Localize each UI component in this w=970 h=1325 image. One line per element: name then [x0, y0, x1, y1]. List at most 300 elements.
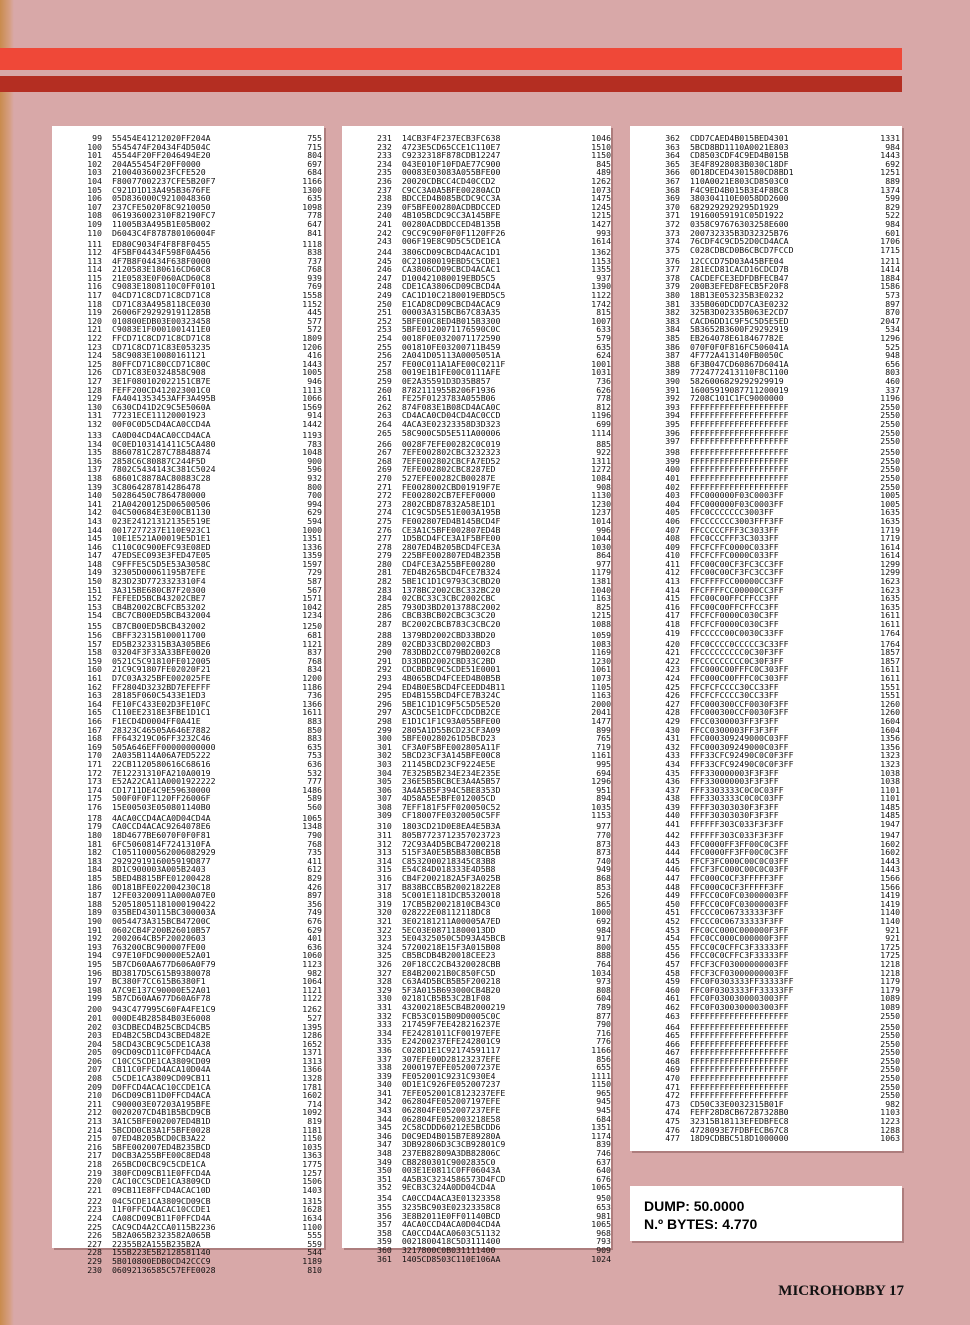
- line-number: 340: [377, 1079, 392, 1090]
- checksum: 1101: [880, 793, 900, 804]
- checksum: 594: [307, 515, 322, 526]
- hex-data: BC2002CBCB783C3CBC20: [401, 619, 501, 630]
- checksum: 993: [596, 227, 611, 238]
- checksum: 647: [307, 218, 322, 229]
- hex-data: CA0D04CD4ACA0CCD4ACA: [112, 429, 211, 440]
- checksum: 1065: [591, 1182, 611, 1193]
- hex-data: E84B20021B0C850FC5D: [401, 967, 496, 978]
- hex-data: 32305D00061195B7EFE: [112, 567, 206, 578]
- checksum: 894: [596, 793, 611, 804]
- hex-data: CB7CB00ED5BCB432002: [112, 621, 206, 632]
- listing-row: [636, 1134, 902, 1143]
- hex-data: 21A04200125D06500506: [112, 498, 211, 509]
- hex-data: 02CBD33CBD2002CBD3: [401, 638, 491, 649]
- checksum: 573: [885, 290, 900, 301]
- checksum: 1506: [302, 1176, 322, 1187]
- checksum: 897: [885, 298, 900, 309]
- line-number: 149: [87, 567, 102, 578]
- hex-data: 07ED4B205BCD0CB3A22: [112, 1133, 206, 1144]
- line-number: 448: [665, 881, 680, 892]
- checksum: 1623: [880, 584, 900, 595]
- hex-data: 5BCD23CF3A145BFE00C8: [401, 750, 501, 761]
- checksum: 1196: [591, 410, 611, 421]
- hex-data: 204A55454F20FF0000: [112, 158, 201, 169]
- hex-data: 0F5BFE00280ACDBDCCED: [401, 201, 501, 212]
- checksum: 1031: [591, 367, 611, 378]
- checksum: 596: [307, 464, 322, 475]
- hex-data: 6FC5060814F7241310FA: [112, 838, 211, 849]
- line-number: 473: [665, 1098, 680, 1109]
- checksum: 1611: [880, 664, 900, 675]
- hex-data: 3DB92806D3C3CB92801C9: [401, 1139, 506, 1150]
- checksum: 684: [596, 1113, 611, 1124]
- hex-data: FFFFFFFFFFFFFFFFFFFF: [690, 418, 789, 429]
- checksum: 1635: [880, 507, 900, 518]
- hex-data: 4723E5CD65CCE1C110E7: [401, 141, 501, 152]
- line-number: 159: [87, 655, 102, 666]
- line-number: 215: [87, 1133, 102, 1144]
- hex-data: FFFFFFFFFFFFFFFFFFFF: [690, 1010, 789, 1021]
- checksum: 865: [596, 898, 611, 909]
- line-number: 392: [665, 393, 680, 404]
- checksum: 587: [307, 576, 322, 587]
- line-number: 286: [377, 610, 392, 621]
- hex-data: 200B3EFED8FECB5F20F8: [690, 281, 789, 292]
- magazine-name: MICROHOBBY: [778, 1283, 886, 1299]
- page-number: 17: [889, 1283, 904, 1299]
- checksum: 1150: [302, 1133, 322, 1144]
- checksum: 1566: [880, 873, 900, 884]
- line-number: 468: [665, 1055, 680, 1066]
- page-binding-edge: [0, 0, 14, 1325]
- checksum: 1313: [302, 1055, 322, 1066]
- hex-data: 003E1E0811C0FF06043A: [401, 1165, 501, 1176]
- line-number: 326: [377, 958, 392, 969]
- checksum: 837: [307, 647, 322, 658]
- listing-row: [58, 994, 324, 1003]
- checksum: 1611: [880, 672, 900, 683]
- line-number: 463: [665, 1010, 680, 1021]
- hex-data: CE3A1C5BFE002807ED4B: [401, 524, 501, 535]
- hex-data: 5BE1C1D1C9F5C5D5E520: [401, 698, 501, 709]
- checksum: 2550: [880, 418, 900, 429]
- hex-data: 02CBC33C3CBC2002CBC: [401, 593, 496, 604]
- line-number: 372: [665, 218, 680, 229]
- hex-data: 5B2A065B2323582A065B: [112, 1230, 211, 1241]
- hex-data: 4B065BCD4FCEED4B0B5B: [401, 672, 501, 683]
- line-number: 360: [377, 1244, 392, 1255]
- hex-data: 0C21080019EBD5C5CDE1: [401, 255, 501, 266]
- line-number: 356: [377, 1210, 392, 1221]
- line-number: 364: [665, 150, 680, 161]
- checksum: 1024: [591, 1253, 611, 1264]
- checksum: 829: [307, 873, 322, 884]
- line-number: 330: [377, 993, 392, 1004]
- hex-data: 515F3A0E5B5B830BCB5B: [401, 847, 501, 858]
- checksum: 635: [307, 193, 322, 204]
- hex-data: FFFFFFFFFFFFFFFFFFFF: [690, 481, 789, 492]
- line-number: 266: [377, 438, 392, 449]
- hex-data: 3A315BE680CB7F20300: [112, 584, 206, 595]
- hex-data: FE24281011CF00197EFE: [401, 1027, 501, 1038]
- checksum: 982: [885, 1098, 900, 1109]
- line-number: 171: [87, 758, 102, 769]
- listing-row: [636, 437, 902, 446]
- hex-data: 00003A315BCB67C83A35: [401, 307, 501, 318]
- hex-data: FFCFFFFCC00000CC3FF: [690, 576, 784, 587]
- hex-data: FFCFFFFCC00000CC3FF: [690, 584, 784, 595]
- hex-data: 5BFE0120071176590C0C: [401, 324, 501, 335]
- hex-data: 7EFF181F5FF020050C52: [401, 801, 501, 812]
- checksum: 885: [596, 438, 611, 449]
- hex-data: 05D836000C9210048360: [112, 193, 211, 204]
- checksum: 1101: [880, 784, 900, 795]
- checksum: 1635: [880, 515, 900, 526]
- hex-data: FFC000309249000C03FF: [690, 733, 789, 744]
- listing-row: [348, 429, 611, 438]
- checksum: 1706: [880, 236, 900, 247]
- checksum: 1035: [591, 801, 611, 812]
- line-number: 197: [87, 976, 102, 987]
- line-number: 202: [87, 1021, 102, 1032]
- checksum: 984: [885, 218, 900, 229]
- hex-data: C110C0C900EFC93E08ED: [112, 541, 211, 552]
- line-number: 277: [377, 533, 392, 544]
- line-number: 245: [377, 255, 392, 266]
- hex-data: FFC0F0303333FF33333FF: [690, 976, 794, 987]
- line-number: 260: [377, 384, 392, 395]
- hex-data: 11005B3A495B1E05B002: [112, 218, 211, 229]
- hex-data: 4ACA0CCD4ACA0D04CD4A: [112, 812, 211, 823]
- line-number: 347: [377, 1139, 392, 1150]
- checksum: 1181: [302, 1124, 322, 1135]
- line-number: 281: [377, 567, 392, 578]
- checksum: 1371: [302, 1047, 322, 1058]
- hex-data: FFFFFFFFFFFFFFFFFFFF: [690, 447, 789, 458]
- hex-data: 15E00503E050801140B0: [112, 801, 211, 812]
- listing-row: [58, 1186, 324, 1195]
- hex-data: D7C03A325BFE002025FE: [112, 672, 211, 683]
- hex-data: 6F3B047CD60867D6041A: [690, 358, 789, 369]
- checksum: 1005: [880, 498, 900, 509]
- line-number: 429: [665, 715, 680, 726]
- line-number: 267: [377, 447, 392, 458]
- checksum: 1123: [302, 958, 322, 969]
- checksum: 749: [307, 907, 322, 918]
- line-number: 239: [377, 201, 392, 212]
- hex-data: CB4B2002CBCFCB53202: [112, 601, 206, 612]
- hex-data: FFCCCCCFFF3C3033FF: [690, 524, 779, 535]
- checksum: 1060: [302, 950, 322, 961]
- hex-data: 2802CBD87832A58E1D1: [401, 498, 496, 509]
- checksum: 1719: [880, 533, 900, 544]
- hex-data: 55454E41212020FF204A: [112, 133, 211, 143]
- checksum: 1634: [302, 1212, 322, 1223]
- checksum: 1089: [880, 993, 900, 1004]
- hex-data: 4B105BCDC9CC3A145BFE: [401, 210, 501, 221]
- checksum: 1348: [302, 821, 322, 832]
- checksum: 1414: [880, 264, 900, 275]
- checksum: 841: [307, 227, 322, 238]
- hex-data: 2002064CB5F20020603: [112, 933, 206, 944]
- line-number: 180: [87, 830, 102, 841]
- hex-data: 4F772A413140FB0050C: [690, 350, 784, 361]
- line-number: 323: [377, 933, 392, 944]
- checksum: 633: [596, 324, 611, 335]
- line-number: 160: [87, 664, 102, 675]
- hex-data: 2929291916005919D877: [112, 855, 211, 866]
- checksum: 1048: [302, 447, 322, 458]
- line-number: 310: [377, 821, 392, 832]
- line-number: 218: [87, 1159, 102, 1170]
- line-number: 199: [87, 993, 102, 1004]
- hex-data: 0020207CD4B1B5BCD9CB: [112, 1107, 211, 1118]
- checksum: 948: [885, 350, 900, 361]
- line-number: 221: [87, 1184, 102, 1195]
- line-number: 421: [665, 647, 680, 658]
- checksum: 2041: [591, 707, 611, 718]
- line-number: 328: [377, 976, 392, 987]
- hex-data: C630CD41D2C9C5E5060A: [112, 401, 211, 412]
- hex-data: FFFFFFFFFFFFFFFFFFFF: [690, 1021, 789, 1032]
- header-stripe-dark: [0, 76, 902, 92]
- checksum: 1215: [591, 210, 611, 221]
- line-number: 413: [665, 576, 680, 587]
- hex-data: FFFFFFFFFFFFFFFFFFFF: [690, 1064, 789, 1075]
- checksum: 937: [596, 272, 611, 283]
- line-number: 394: [665, 410, 680, 421]
- hex-data: FFC0CCCCCCC3003FF: [690, 507, 774, 518]
- checksum: 908: [596, 481, 611, 492]
- checksum: 1551: [880, 690, 900, 701]
- line-number: 269: [377, 464, 392, 475]
- hex-data: 57200218E15F3A015B08: [401, 941, 501, 952]
- checksum: 1092: [302, 1107, 322, 1118]
- line-number: 186: [87, 881, 102, 892]
- checksum: 1611: [880, 619, 900, 630]
- checksum: 803: [885, 367, 900, 378]
- checksum: 1114: [591, 427, 611, 438]
- line-number: 454: [665, 933, 680, 944]
- line-number: 345: [377, 1122, 392, 1133]
- hex-data: CD4FCE3A255BFE00280: [401, 558, 496, 569]
- hex-data: FFF330000003F3F3FF: [690, 767, 779, 778]
- line-number: 462: [665, 1001, 680, 1012]
- hex-data: 6829292929295D1929: [690, 201, 779, 212]
- hex-data: FFFFFFFFFFFFFFFFFFFF: [690, 1090, 789, 1101]
- checksum: 1122: [591, 290, 611, 301]
- line-number: 324: [377, 941, 392, 952]
- line-number: 110: [87, 227, 102, 238]
- checksum: 1635: [880, 601, 900, 612]
- checksum: 1040: [591, 584, 611, 595]
- hex-data: FA4041353453AFF3A495B: [112, 393, 216, 404]
- hex-data: CD71C83A4958118CE030: [112, 298, 211, 309]
- line-number: 268: [377, 455, 392, 466]
- line-number: 246: [377, 264, 392, 275]
- line-number: 465: [665, 1030, 680, 1041]
- hex-data: FFCFCFFC0000C033FF: [690, 550, 779, 561]
- checksum: 736: [596, 376, 611, 387]
- line-number: 189: [87, 907, 102, 918]
- line-number: 242: [377, 227, 392, 238]
- checksum: 1044: [591, 533, 611, 544]
- checksum: 1485: [880, 810, 900, 821]
- line-number: 155: [87, 621, 102, 632]
- checksum: 692: [885, 158, 900, 169]
- hex-data: FFC00C00CF3FC3CC3FF: [690, 558, 784, 569]
- line-number: 213: [87, 1116, 102, 1127]
- line-number: 292: [377, 664, 392, 675]
- line-number: 148: [87, 558, 102, 569]
- line-number: 190: [87, 916, 102, 926]
- checksum: 1140: [880, 916, 900, 926]
- checksum: 1764: [880, 627, 900, 638]
- checksum: 968: [596, 1227, 611, 1238]
- hex-data: 823D23D7723323310F4: [112, 576, 206, 587]
- hex-data: 070F0F0F816FC506041A: [690, 341, 789, 352]
- hex-data: 00F0C0D5CD4ACA0CCD4A: [112, 418, 211, 429]
- line-number: 315: [377, 864, 392, 875]
- hex-data: 68601C8878AC80883C28: [112, 472, 211, 483]
- line-number: 204: [87, 1038, 102, 1049]
- checksum: 2550: [880, 1090, 900, 1101]
- line-number: 317: [377, 881, 392, 892]
- hex-data: FFC0000FF3FF00C0C3FF: [690, 847, 789, 858]
- checksum: 1485: [880, 801, 900, 812]
- line-number: 325: [377, 950, 392, 961]
- checksum: 868: [596, 873, 611, 884]
- line-number: 354: [377, 1193, 392, 1204]
- hex-data: FFF33CFC92490C0C0F3FF: [690, 750, 794, 761]
- hex-data: FFFFFFFFFFFFFFFFFFFF: [690, 436, 789, 447]
- checksum: 808: [596, 984, 611, 995]
- hex-data: 1405CD8503C110E106AA: [401, 1253, 501, 1264]
- checksum: 753: [307, 750, 322, 761]
- hex-data: FFC0F0303333FF33333FF: [690, 984, 794, 995]
- hex-data: 04C5CDE1CA3809CD09CB: [112, 1195, 211, 1206]
- hex-data: 0018F0E0320071172590: [401, 333, 501, 344]
- hex-data: 0602CB4F200B26010B57: [112, 924, 211, 935]
- line-number: 396: [665, 427, 680, 438]
- hex-data: 06092136585C57EFE0028: [112, 1264, 216, 1275]
- line-number: 174: [87, 784, 102, 795]
- hex-data: 5826006829292929919: [690, 376, 784, 387]
- line-number: 435: [665, 767, 680, 778]
- line-number: 415: [665, 593, 680, 604]
- hex-data: D0FFCD4ACAC10CCDE1CA: [112, 1081, 211, 1092]
- checksum: 1262: [302, 1004, 322, 1015]
- line-number: 263: [377, 410, 392, 421]
- checksum: 1604: [880, 715, 900, 726]
- hex-data: FCB53C015B09D0005C0C: [401, 1010, 501, 1021]
- checksum: 2550: [880, 1047, 900, 1058]
- line-number: 387: [665, 350, 680, 361]
- hex-data: FFFFFFFFFFFFFFFFFFFF: [690, 464, 789, 475]
- line-number: 183: [87, 855, 102, 866]
- line-number: 162: [87, 681, 102, 692]
- line-number: 276: [377, 524, 392, 535]
- line-number: 231: [377, 133, 392, 143]
- line-number: 142: [87, 507, 102, 518]
- line-number: 137: [87, 464, 102, 475]
- checksum: 1272: [591, 464, 611, 475]
- checksum: 1427: [591, 218, 611, 229]
- line-number: 256: [377, 350, 392, 361]
- line-number: 226: [87, 1230, 102, 1241]
- line-number: 445: [665, 855, 680, 866]
- checksum: 1355: [591, 264, 611, 275]
- checksum: 544: [307, 1247, 322, 1258]
- line-number: 214: [87, 1124, 102, 1135]
- line-number: 355: [377, 1201, 392, 1212]
- listing-row: [636, 246, 902, 255]
- line-number: 151: [87, 584, 102, 595]
- checksum: 921: [885, 924, 900, 935]
- line-number: 405: [665, 507, 680, 518]
- line-number: 409: [665, 541, 680, 552]
- line-number: 208: [87, 1073, 102, 1084]
- line-number: 198: [87, 984, 102, 995]
- hex-data: FFF33CFC92490C0C0F3FF: [690, 758, 794, 769]
- checksum: 2550: [880, 481, 900, 492]
- line-number: 154: [87, 610, 102, 621]
- hex-data: 307EFE00D28123237EFE: [401, 1053, 501, 1064]
- checksum: 416: [307, 350, 322, 361]
- line-number: 116: [87, 281, 102, 292]
- hex-data: FFC000309249000C03FF: [690, 741, 789, 752]
- line-number: 440: [665, 810, 680, 821]
- line-number: 167: [87, 724, 102, 735]
- line-number: 219: [87, 1167, 102, 1178]
- line-number: 153: [87, 601, 102, 612]
- checksum: 684: [307, 167, 322, 178]
- hex-data: CDD7CAED4B015BED4301: [690, 133, 789, 143]
- checksum: 1300: [302, 184, 322, 195]
- line-number: 112: [87, 247, 102, 258]
- hex-data: 3806CD09CBCD4ACAC1D1: [401, 247, 501, 258]
- line-number: 316: [377, 873, 392, 884]
- line-number: 185: [87, 873, 102, 884]
- hex-data: 45544F20FF2046494E20: [112, 150, 211, 161]
- checksum: 800: [596, 941, 611, 952]
- line-number: 119: [87, 307, 102, 318]
- checksum: 653: [596, 1201, 611, 1212]
- hex-data: CB4F2002182A5F3A025B: [401, 873, 501, 884]
- checksum: 599: [885, 193, 900, 204]
- line-number: 434: [665, 758, 680, 769]
- line-number: 438: [665, 793, 680, 804]
- hex-data: 76CDF4C9CD52D0CD4ACA: [690, 236, 789, 247]
- checksum: 793: [596, 1236, 611, 1247]
- checksum: 572: [307, 324, 322, 335]
- hex-data: 12FE03200911A000A07E0: [112, 890, 216, 901]
- hex-data: 3E4F8928083B030C18DF: [690, 158, 789, 169]
- line-number: 253: [377, 324, 392, 335]
- hex-data: 00280ACDBDCCED4B135B: [401, 218, 501, 229]
- checksum: 1063: [880, 1133, 900, 1144]
- line-number: 259: [377, 376, 392, 387]
- hex-data: 16005919087711200019: [690, 384, 789, 395]
- checksum: 1602: [302, 1090, 322, 1101]
- hex-data: 0021800418C5D3111400: [401, 1236, 501, 1247]
- checksum: 489: [596, 167, 611, 178]
- hex-data: 062804FE052007197EFE: [401, 1096, 501, 1107]
- line-number: 187: [87, 890, 102, 901]
- checksum: 676: [596, 1173, 611, 1184]
- checksum: 1374: [880, 184, 900, 195]
- line-number: 212: [87, 1107, 102, 1118]
